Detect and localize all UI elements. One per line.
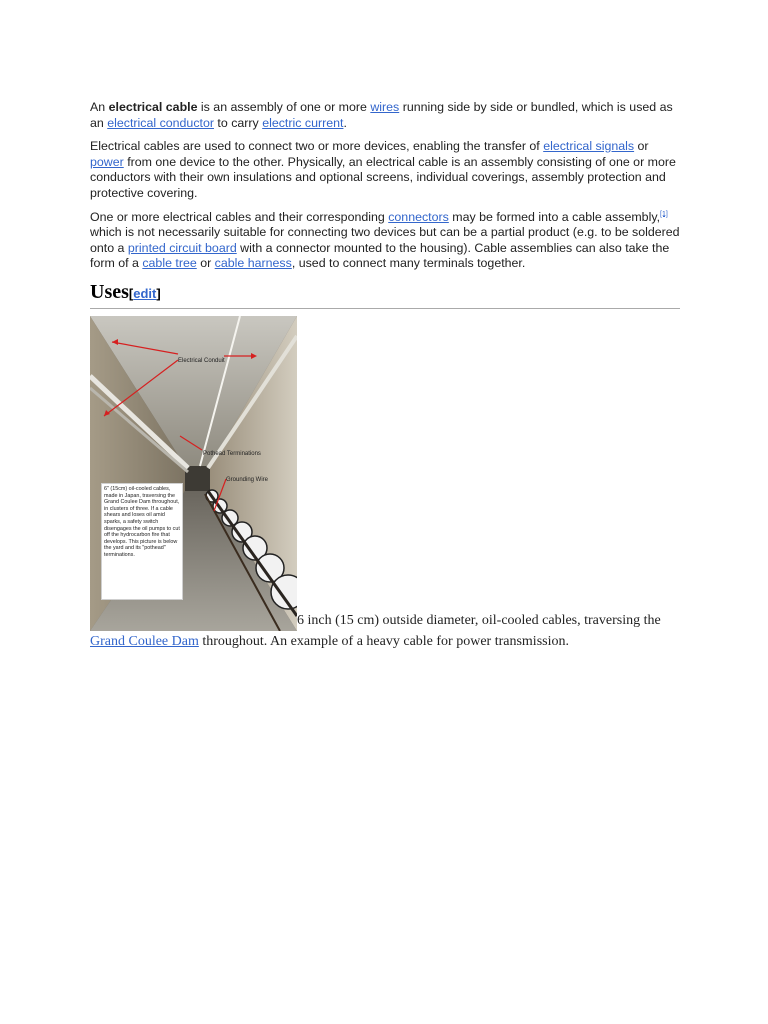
cable-tunnel-photo[interactable]	[90, 316, 297, 631]
link-connectors[interactable]: connectors	[388, 209, 449, 224]
section-heading-uses	[90, 280, 680, 309]
label-electrical-conduit: Electrical Conduit	[178, 357, 225, 364]
text: , used to connect many terminals together.	[291, 256, 526, 271]
text: which is not necessarily suitable for connecting two devices but can be a partial product (e.g. to be soldered onto a	[90, 225, 680, 255]
bracket: [	[128, 285, 134, 301]
term-electrical-cable: electrical cable	[108, 100, 198, 114]
figure-caption-text: 6 inch (15 cm) outside diameter, oil-cooled cables, traversing the	[297, 612, 661, 628]
bracket: ]	[156, 285, 161, 301]
intro-paragraph-1	[90, 100, 680, 131]
edit-section	[129, 286, 161, 301]
text: from one device to the other. Physically, an electrical cable is an assembly consisting of one or more conductors with their own insulations and optional screens, individual coverings, assembly protection and protective covering.	[90, 154, 676, 200]
label-pothead-terminations: Pothead Terminations	[203, 450, 261, 457]
intro-paragraph-3	[90, 210, 680, 272]
label-grounding-wire: Grounding Wire	[226, 476, 269, 483]
heading-text: Uses	[90, 280, 129, 303]
text: or	[634, 139, 649, 154]
link-wires[interactable]: wires	[370, 100, 400, 114]
link-printed-circuit-board[interactable]: printed circuit board	[127, 240, 237, 255]
text: is an assembly of one or more	[197, 100, 371, 114]
text: An	[90, 100, 109, 114]
text: One or more electrical cables and their corresponding	[90, 209, 389, 224]
figure-caption-text: throughout. An example of a heavy cable for power transmission.	[198, 633, 569, 649]
link-electrical-signals[interactable]: electrical signals	[543, 139, 635, 154]
link-grand-coulee-dam[interactable]: Grand Coulee Dam	[90, 633, 199, 649]
article-body	[90, 100, 680, 652]
text: or	[196, 256, 215, 271]
link-cable-tree[interactable]: cable tree	[142, 256, 197, 271]
text: with a connector mounted to the housing). Cable assemblies can also take the form of a	[90, 240, 670, 271]
text: .	[343, 115, 347, 130]
citation-1[interactable]: [1]	[660, 210, 668, 218]
edit-link[interactable]: edit	[133, 285, 157, 301]
text: to carry	[213, 115, 263, 130]
link-electric-current[interactable]: electric current	[262, 115, 344, 130]
text: running side by side or bundled, which is used as an	[90, 100, 673, 130]
link-electrical-conductor[interactable]: electrical conductor	[107, 115, 214, 130]
link-power[interactable]: power	[90, 154, 124, 169]
figure-with-caption	[90, 316, 680, 652]
link-cable-harness[interactable]: cable harness	[214, 256, 292, 271]
text: Electrical cables are used to connect two or more devices, enabling the transfer of	[90, 139, 544, 154]
text: may be formed into a cable assembly,	[448, 209, 661, 224]
intro-paragraph-2	[90, 139, 680, 201]
photo-caption-box: 6" (15cm) oil-cooled cables, made in Japan, traversing the Grand Coulee Dam throughout, in clusters of three. If a cable shears and loses oil amid sparks, a safety switch disengages the oil pumps to cut off the hydrocarbon fire that develops. This picture is below the yard and its "pothead" terminations.	[101, 483, 183, 600]
